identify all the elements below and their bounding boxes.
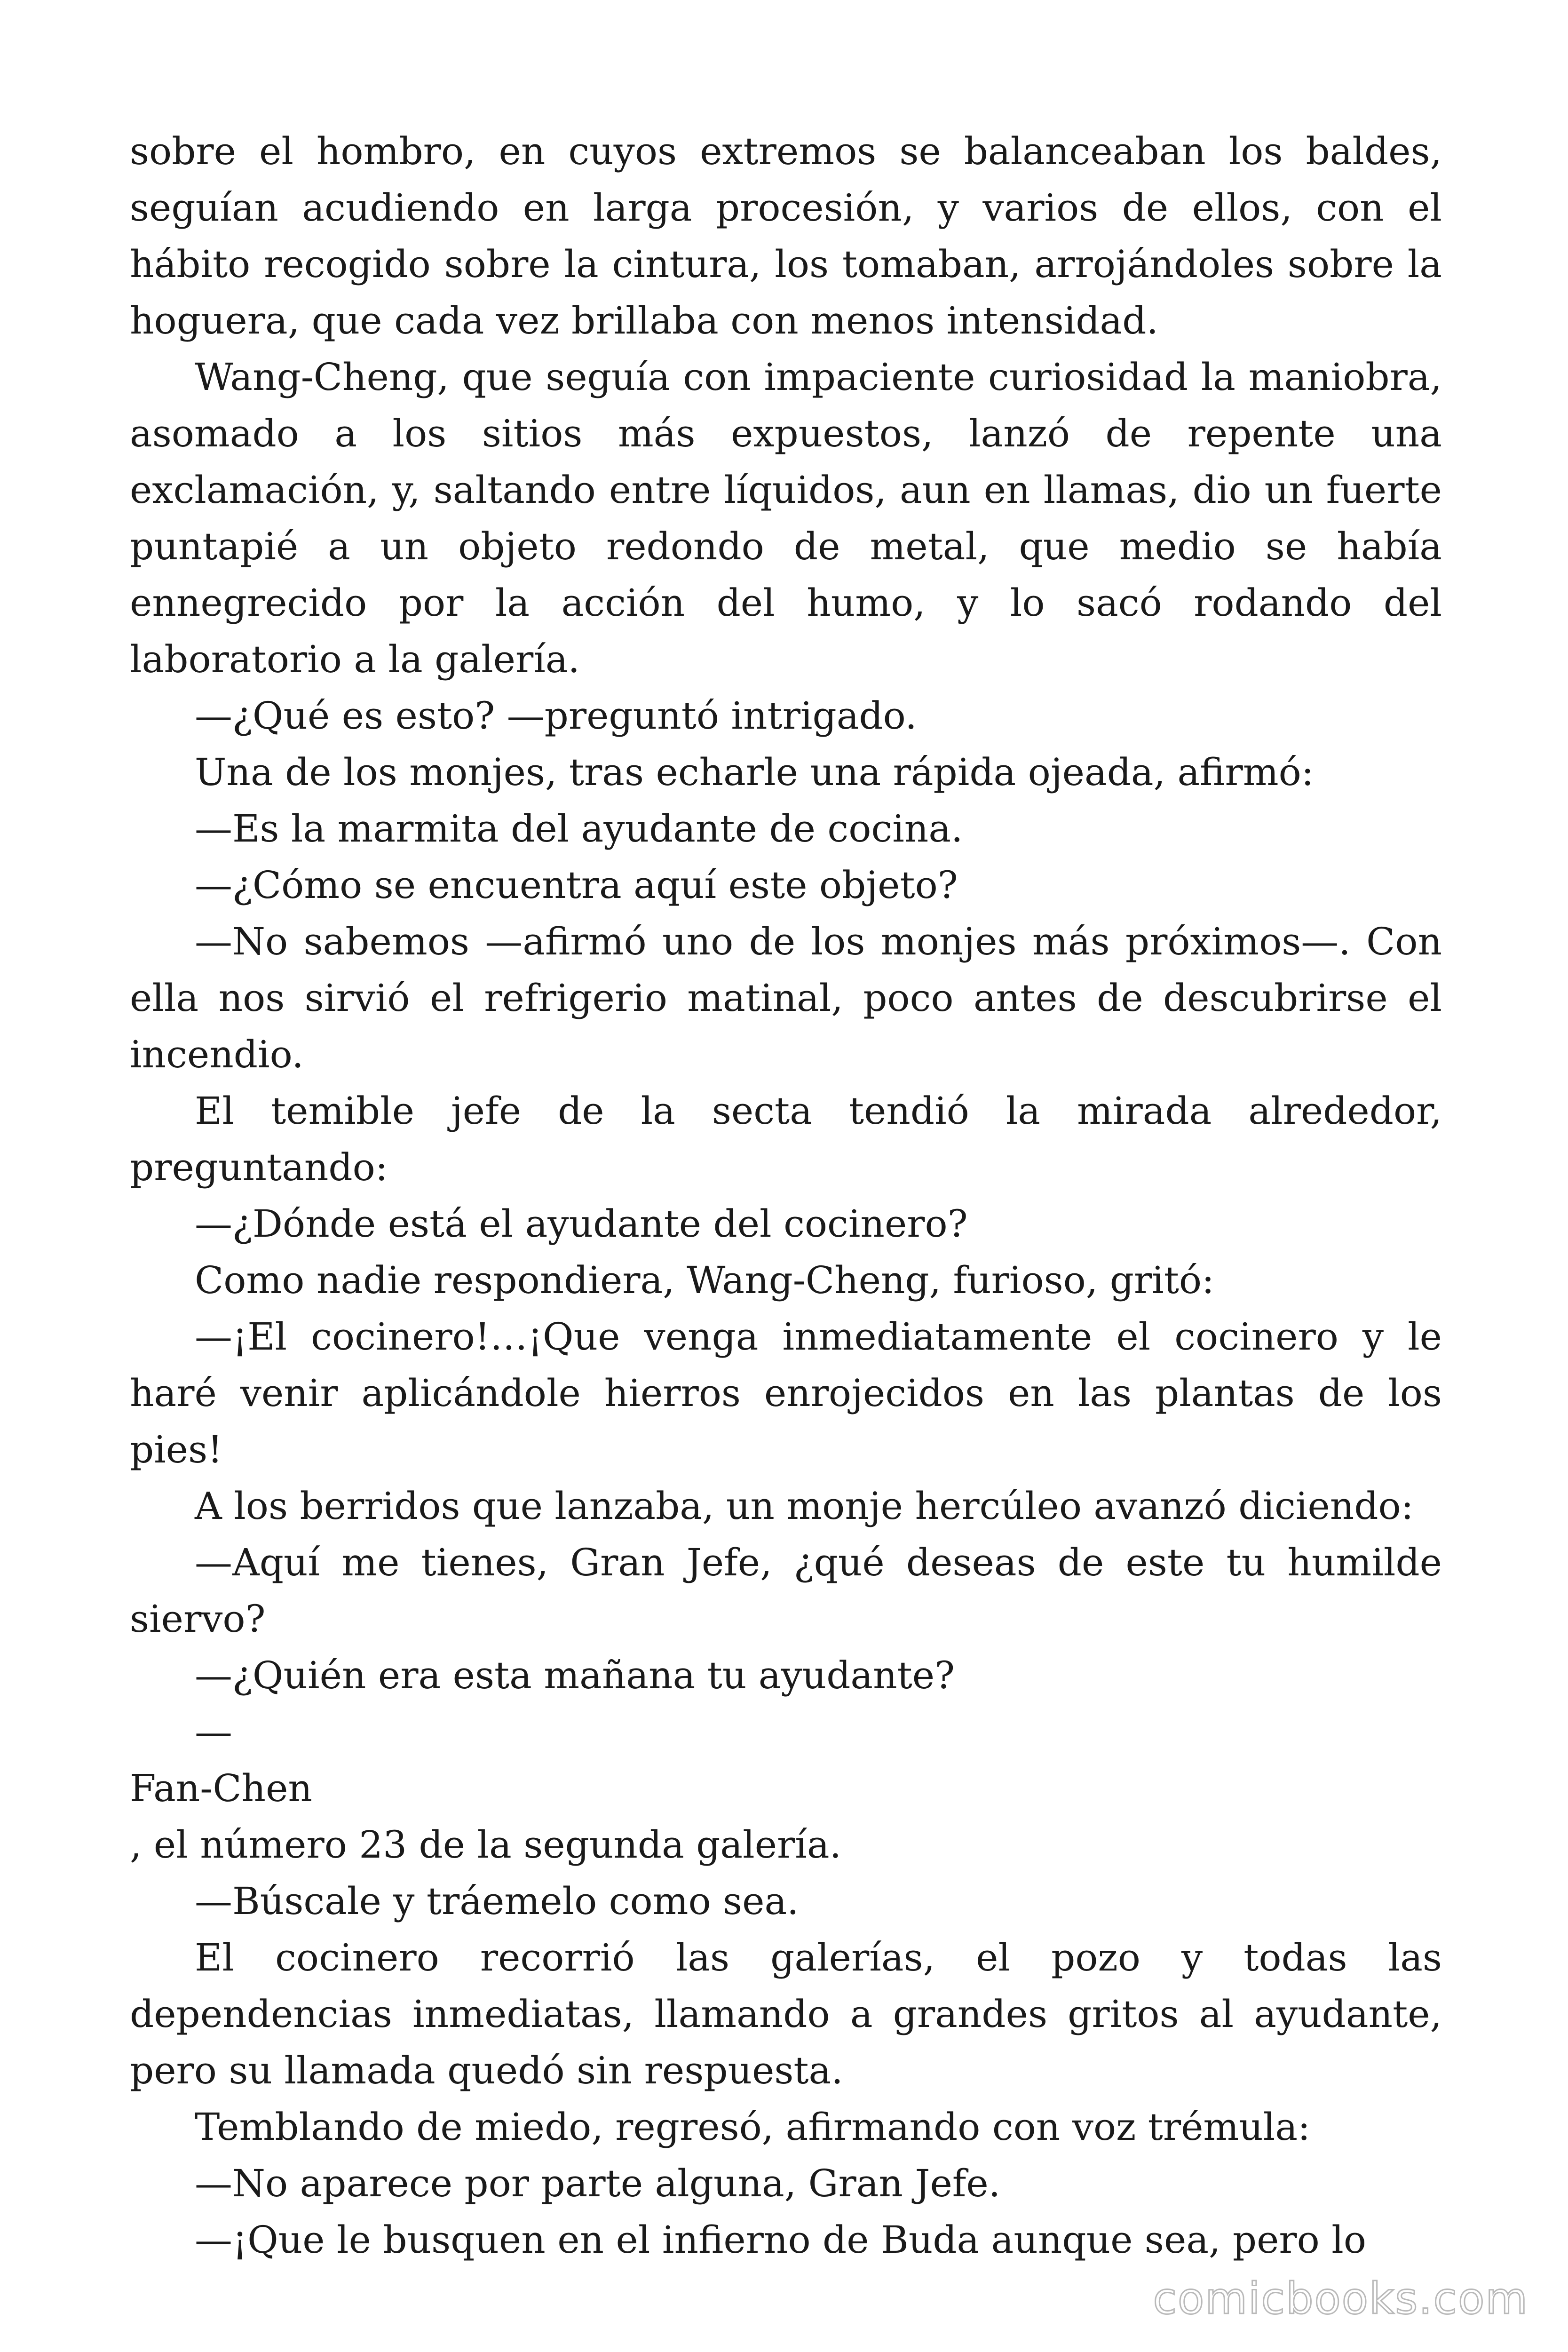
dialogue-fragment: , el número 23 de la segunda galería. [130,1823,842,1867]
paragraph: sobre el hombro, en cuyos extremos se balanceaban los baldes, seguían acudiendo en larga procesión, y varios de ellos, con el hábito recogido sobre la cintura, los tomaban, arrojándoles sobre la hoguera, que cada vez brillaba con menos intensidad. [130,129,1442,342]
dialogue-line: —¿Dónde está el ayudante del cocinero? [195,1202,968,1246]
dialogue-line: —No aparece por parte alguna, Gran Jefe. [195,2161,1001,2205]
paragraph: Una de los monjes, tras echarle una rápida ojeada, afirmó: [195,750,1314,794]
page-text [130,123,1442,2268]
dialogue-line: —Es la marmita del ayudante de cocina. [195,807,963,850]
dialogue-line: —¿Quién era esta mañana tu ayudante? [195,1653,955,1697]
paragraph: El temible jefe de la secta tendió la mirada alrededor, preguntando: [130,1089,1442,1189]
watermark: comicbooks.com [1153,2273,1528,2324]
paragraph: Como nadie respondiera, Wang-Cheng, furioso, gritó: [195,1258,1215,1302]
dialogue-line: —¿Qué es esto? —preguntó intrigado. [195,694,917,738]
name-fragment: Fan-Chen [130,1766,312,1810]
dialogue-line: —Búscale y tráemelo como sea. [195,1879,799,1923]
dialogue-line: —¿Cómo se encuentra aquí este objeto? [195,863,958,907]
dialogue-line: —Aquí me tienes, Gran Jefe, ¿qué deseas de este tu humilde siervo? [130,1541,1442,1641]
paragraph: Wang-Cheng, que seguía con impaciente curiosidad la maniobra, asomado a los sitios más expuestos, lanzó de repente una exclamación, y, saltando entre líquidos, aun en llamas, dio un fuerte puntapié a un objeto redondo de metal, que medio se había ennegrecido por la acción del humo, y lo sacó rodando del laboratorio a la galería. [130,355,1442,681]
paragraph: Temblando de miedo, regresó, afirmando con voz trémula: [195,2105,1311,2149]
dialogue-line: —No sabemos —afirmó uno de los monjes más próximos—. Con ella nos sirvió el refrigerio matinal, poco antes de descubrirse el incendio. [130,920,1442,1076]
paragraph: El cocinero recorrió las galerías, el pozo y todas las dependencias inmediatas, llamando a grandes gritos al ayudante, pero su llamada quedó sin respuesta. [130,1936,1442,2092]
paragraph: A los berridos que lanzaba, un monje hercúleo avanzó diciendo: [195,1484,1414,1528]
dialogue-dash: — [195,1710,232,1754]
dialogue-line: —¡Que le busquen en el infierno de Buda aunque sea, pero lo [195,2218,1367,2262]
dialogue-line: —¡El cocinero!…¡Que venga inmediatamente el cocinero y le haré venir aplicándole hierros enrojecidos en las plantas de los pies! [130,1315,1442,1471]
